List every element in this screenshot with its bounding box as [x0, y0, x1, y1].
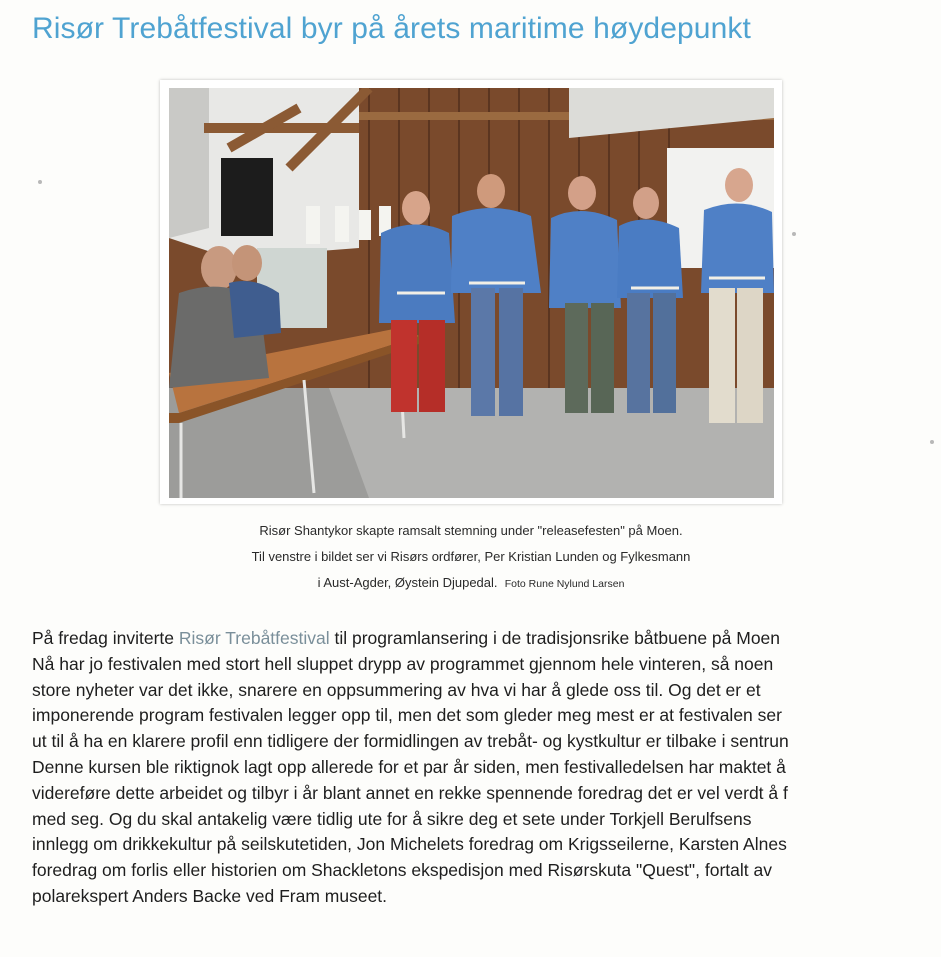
body-line: videreføre dette arbeidet og tilbyr i år blant annet en rekke spennende foredrag det er vel verdt å f [32, 782, 788, 803]
article-photo [169, 88, 774, 498]
photo-frame [160, 80, 782, 504]
article-body [32, 626, 941, 910]
scan-speck [38, 180, 42, 184]
caption-line-3 [160, 570, 782, 597]
body-line: Nå har jo festivalen med stort hell sluppet drypp av programmet gjennom hele vinteren, så noen [32, 653, 774, 674]
festival-link[interactable]: Risør Trebåtfestival [178, 628, 330, 648]
body-line: innlegg om drikkekultur på seilskutetiden, Jon Michelets foredrag om Krigsseilerne, Karsten Alnes [32, 834, 787, 855]
photo-credit: Foto Rune Nylund Larsen [504, 578, 625, 590]
caption-line-1: Risør Shantykor skapte ramsalt stemning under "releasefesten" på Moen. [259, 523, 683, 538]
scan-speck [930, 440, 934, 444]
body-line: Denne kursen ble riktignok lagt opp allerede for et par år siden, men festivalledelsen har maktet å [32, 756, 786, 777]
body-line: med seg. Og du skal antakelig være tidlig ute for å sikre deg et sete under Torkjell Berulfsens [32, 808, 752, 829]
body-line-1-start: På fredag inviterte [32, 628, 179, 648]
body-line: store nyheter var det ikke, snarere en oppsummering av hva vi har å glede oss til. Og det er et [32, 679, 761, 700]
body-line-1-end: til programlansering i de tradisjonsrike båtbuene på Moen [329, 628, 781, 648]
body-line-1 [32, 626, 941, 652]
body-line: ut til å ha en klarere profil enn tidligere der formidlingen av trebåt- og kystkultur er tilbake i sentrun [32, 731, 789, 752]
article-headline: Risør Trebåtfestival byr på årets maritime høydepunkt [32, 12, 751, 45]
caption-line-2: Til venstre i bildet ser vi Risørs ordfører, Per Kristian Lunden og Fylkesmann [251, 549, 691, 564]
caption-line-3-text: i Aust-Agder, Øystein Djupedal. [317, 575, 498, 590]
body-line: foredrag om forlis eller historien om Shackletons ekspedisjon med Risørskuta "Quest", fortalt av [32, 860, 772, 881]
body-line: polarekspert Anders Backe ved Fram museet. [32, 885, 388, 906]
scan-speck [792, 232, 796, 236]
body-line: imponerende program festivalen legger opp til, men det som gleder meg mest er at festivalen ser [32, 705, 782, 726]
photo-caption [160, 518, 782, 597]
